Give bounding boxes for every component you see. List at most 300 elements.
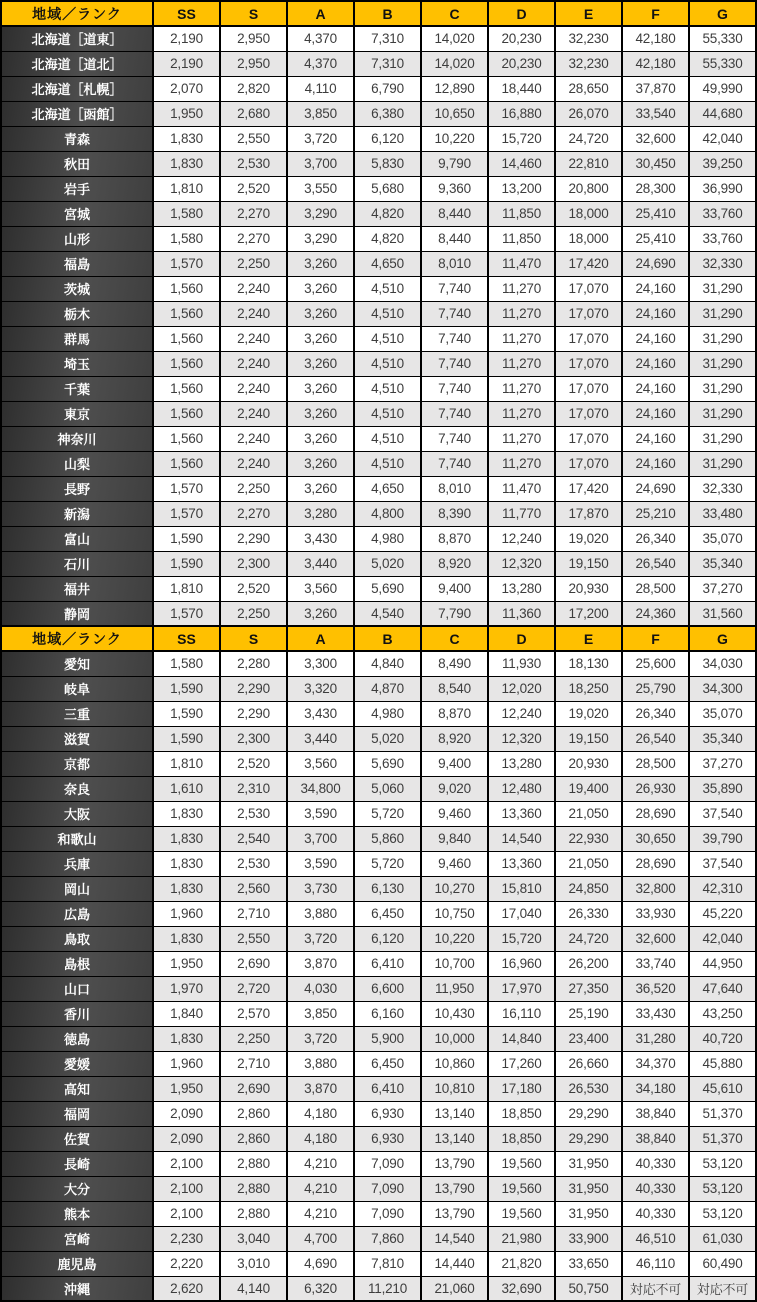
value-cell: 10,860	[421, 1051, 488, 1076]
region-cell: 石川	[1, 551, 153, 576]
value-cell: 8,920	[421, 726, 488, 751]
value-cell: 44,680	[689, 101, 756, 126]
value-cell: 53,120	[689, 1201, 756, 1226]
value-cell: 33,480	[689, 501, 756, 526]
table-row	[1, 101, 756, 126]
value-cell: 7,740	[421, 301, 488, 326]
value-cell: 17,260	[488, 1051, 555, 1076]
table-row	[1, 501, 756, 526]
table-row	[1, 1251, 756, 1276]
value-cell: 19,560	[488, 1201, 555, 1226]
value-cell: 1,950	[153, 1076, 220, 1101]
value-cell: 37,270	[689, 751, 756, 776]
value-cell: 4,540	[354, 601, 421, 626]
value-cell: 14,020	[421, 26, 488, 51]
value-cell: 22,930	[555, 826, 622, 851]
table-row	[1, 726, 756, 751]
value-cell: 2,520	[220, 751, 287, 776]
value-cell: 33,930	[622, 901, 689, 926]
value-cell: 5,900	[354, 1026, 421, 1051]
region-cell: 徳島	[1, 1026, 153, 1051]
region-cell: 奈良	[1, 776, 153, 801]
value-cell: 19,400	[555, 776, 622, 801]
value-cell: 34,800	[287, 776, 354, 801]
region-cell: 富山	[1, 526, 153, 551]
value-cell: 24,690	[622, 476, 689, 501]
value-cell: 11,270	[488, 376, 555, 401]
value-cell: 24,160	[622, 276, 689, 301]
value-cell: 16,880	[488, 101, 555, 126]
value-cell: 5,020	[354, 726, 421, 751]
value-cell: 17,070	[555, 426, 622, 451]
value-cell: 7,740	[421, 451, 488, 476]
table-row	[1, 1226, 756, 1251]
value-cell: 17,070	[555, 276, 622, 301]
value-cell: 5,060	[354, 776, 421, 801]
value-cell: 2,100	[153, 1151, 220, 1176]
value-cell: 3,850	[287, 1001, 354, 1026]
value-cell: 31,290	[689, 376, 756, 401]
value-cell: 13,360	[488, 851, 555, 876]
value-cell: 6,930	[354, 1101, 421, 1126]
value-cell: 6,320	[287, 1276, 354, 1301]
rank-header-D: D	[488, 1, 555, 26]
table-row	[1, 851, 756, 876]
region-cell: 島根	[1, 951, 153, 976]
value-cell: 8,870	[421, 526, 488, 551]
value-cell: 2,270	[220, 501, 287, 526]
value-cell: 3,590	[287, 851, 354, 876]
value-cell: 2,710	[220, 1051, 287, 1076]
value-cell: 2,690	[220, 951, 287, 976]
value-cell: 33,650	[555, 1251, 622, 1276]
value-cell: 2,250	[220, 251, 287, 276]
value-cell: 8,010	[421, 476, 488, 501]
region-cell: 山梨	[1, 451, 153, 476]
value-cell: 4,510	[354, 451, 421, 476]
value-cell: 32,800	[622, 876, 689, 901]
value-cell: 25,190	[555, 1001, 622, 1026]
value-cell: 13,790	[421, 1201, 488, 1226]
value-cell: 5,860	[354, 826, 421, 851]
value-cell: 3,550	[287, 176, 354, 201]
value-cell: 43,250	[689, 1001, 756, 1026]
rank-header-E: E	[555, 626, 622, 651]
region-cell: 愛媛	[1, 1051, 153, 1076]
value-cell: 2,720	[220, 976, 287, 1001]
value-cell: 38,840	[622, 1101, 689, 1126]
value-cell: 26,930	[622, 776, 689, 801]
value-cell: 10,430	[421, 1001, 488, 1026]
table-row	[1, 1201, 756, 1226]
value-cell: 11,850	[488, 226, 555, 251]
value-cell: 10,650	[421, 101, 488, 126]
region-cell: 茨城	[1, 276, 153, 301]
value-cell: 3,880	[287, 1051, 354, 1076]
table-row	[1, 776, 756, 801]
value-cell: 2,950	[220, 51, 287, 76]
rank-header-C: C	[421, 1, 488, 26]
value-cell: 11,470	[488, 476, 555, 501]
value-cell: 26,340	[622, 701, 689, 726]
value-cell: 1,560	[153, 301, 220, 326]
value-cell: 29,290	[555, 1101, 622, 1126]
value-cell: 3,720	[287, 926, 354, 951]
value-cell: 3,260	[287, 376, 354, 401]
value-cell: 6,450	[354, 1051, 421, 1076]
value-cell: 42,180	[622, 51, 689, 76]
value-cell: 1,810	[153, 576, 220, 601]
region-cell: 鹿児島	[1, 1251, 153, 1276]
value-cell: 55,330	[689, 26, 756, 51]
region-cell: 北海道［函館］	[1, 101, 153, 126]
value-cell: 1,830	[153, 851, 220, 876]
region-cell: 長崎	[1, 1151, 153, 1176]
value-cell: 3,880	[287, 901, 354, 926]
value-cell: 11,270	[488, 401, 555, 426]
region-cell: 岩手	[1, 176, 153, 201]
value-cell: 45,220	[689, 901, 756, 926]
value-cell: 17,070	[555, 401, 622, 426]
value-cell: 28,500	[622, 576, 689, 601]
value-cell: 7,810	[354, 1251, 421, 1276]
value-cell: 37,870	[622, 76, 689, 101]
rank-header-A: A	[287, 626, 354, 651]
value-cell: 3,320	[287, 676, 354, 701]
value-cell: 44,950	[689, 951, 756, 976]
table-row	[1, 476, 756, 501]
value-cell: 33,900	[555, 1226, 622, 1251]
value-cell: 5,830	[354, 151, 421, 176]
region-cell: 和歌山	[1, 826, 153, 851]
region-cell: 北海道［道北］	[1, 51, 153, 76]
value-cell: 11,850	[488, 201, 555, 226]
value-cell: 13,360	[488, 801, 555, 826]
table-row	[1, 901, 756, 926]
value-cell: 35,070	[689, 701, 756, 726]
region-cell: 新潟	[1, 501, 153, 526]
table-row	[1, 1051, 756, 1076]
value-cell: 11,270	[488, 276, 555, 301]
region-cell: 熊本	[1, 1201, 153, 1226]
region-cell: 高知	[1, 1076, 153, 1101]
rank-header-SS: SS	[153, 626, 220, 651]
value-cell: 8,540	[421, 676, 488, 701]
region-cell: 群馬	[1, 326, 153, 351]
table-row	[1, 551, 756, 576]
value-cell: 18,850	[488, 1101, 555, 1126]
value-cell: 13,140	[421, 1126, 488, 1151]
value-cell: 34,300	[689, 676, 756, 701]
rank-header-C: C	[421, 626, 488, 651]
value-cell: 11,210	[354, 1276, 421, 1301]
value-cell: 17,870	[555, 501, 622, 526]
value-cell: 11,360	[488, 601, 555, 626]
value-cell: 2,240	[220, 451, 287, 476]
table-row	[1, 376, 756, 401]
value-cell: 14,460	[488, 151, 555, 176]
value-cell: 60,490	[689, 1251, 756, 1276]
value-cell: 2,270	[220, 226, 287, 251]
value-cell: 2,090	[153, 1101, 220, 1126]
region-cell: 大分	[1, 1176, 153, 1201]
value-cell: 14,540	[488, 826, 555, 851]
region-cell: 宮崎	[1, 1226, 153, 1251]
value-cell: 1,830	[153, 926, 220, 951]
table-row	[1, 976, 756, 1001]
value-cell: 2,250	[220, 601, 287, 626]
value-cell: 7,740	[421, 276, 488, 301]
value-cell: 32,690	[488, 1276, 555, 1301]
value-cell: 2,530	[220, 801, 287, 826]
value-cell: 3,290	[287, 201, 354, 226]
table-row	[1, 176, 756, 201]
value-cell: 1,570	[153, 251, 220, 276]
value-cell: 2,290	[220, 526, 287, 551]
value-cell: 26,200	[555, 951, 622, 976]
value-cell: 6,130	[354, 876, 421, 901]
value-cell: 4,800	[354, 501, 421, 526]
value-cell: 12,890	[421, 76, 488, 101]
value-cell: 2,240	[220, 301, 287, 326]
value-cell: 28,500	[622, 751, 689, 776]
value-cell: 28,690	[622, 851, 689, 876]
table-row	[1, 1176, 756, 1201]
value-cell: 2,090	[153, 1126, 220, 1151]
value-cell: 1,830	[153, 801, 220, 826]
value-cell: 31,950	[555, 1176, 622, 1201]
value-cell: 9,840	[421, 826, 488, 851]
rank-header-F: F	[622, 1, 689, 26]
value-cell: 2,620	[153, 1276, 220, 1301]
value-cell: 8,870	[421, 701, 488, 726]
value-cell: 32,330	[689, 476, 756, 501]
value-cell: 20,800	[555, 176, 622, 201]
value-cell: 1,950	[153, 101, 220, 126]
value-cell: 13,140	[421, 1101, 488, 1126]
value-cell: 31,290	[689, 301, 756, 326]
value-cell: 1,560	[153, 401, 220, 426]
region-cell: 宮城	[1, 201, 153, 226]
value-cell: 7,310	[354, 51, 421, 76]
value-cell: 3,260	[287, 276, 354, 301]
value-cell: 1,590	[153, 701, 220, 726]
value-cell: 3,300	[287, 651, 354, 676]
value-cell: 1,840	[153, 1001, 220, 1026]
value-cell: 15,720	[488, 126, 555, 151]
value-cell: 32,230	[555, 51, 622, 76]
value-cell: 24,160	[622, 426, 689, 451]
value-cell: 35,340	[689, 551, 756, 576]
value-cell: 18,850	[488, 1126, 555, 1151]
region-cell: 山形	[1, 226, 153, 251]
value-cell: 11,930	[488, 651, 555, 676]
value-cell: 33,740	[622, 951, 689, 976]
table-row	[1, 76, 756, 101]
value-cell: 7,740	[421, 401, 488, 426]
region-cell: 滋賀	[1, 726, 153, 751]
value-cell: 61,030	[689, 1226, 756, 1251]
value-cell: 2,240	[220, 276, 287, 301]
value-cell: 2,220	[153, 1251, 220, 1276]
value-cell: 4,650	[354, 476, 421, 501]
value-cell: 1,950	[153, 951, 220, 976]
value-cell: 28,690	[622, 801, 689, 826]
region-cell: 福井	[1, 576, 153, 601]
value-cell: 1,560	[153, 426, 220, 451]
value-cell: 35,340	[689, 726, 756, 751]
value-cell: 31,950	[555, 1201, 622, 1226]
value-cell: 2,240	[220, 376, 287, 401]
table-row	[1, 451, 756, 476]
value-cell: 4,210	[287, 1151, 354, 1176]
value-cell: 4,210	[287, 1176, 354, 1201]
value-cell: 1,590	[153, 676, 220, 701]
value-cell: 49,990	[689, 76, 756, 101]
value-cell: 4,690	[287, 1251, 354, 1276]
value-cell: 42,040	[689, 126, 756, 151]
value-cell: 7,790	[421, 601, 488, 626]
value-cell: 4,180	[287, 1101, 354, 1126]
value-cell: 3,260	[287, 451, 354, 476]
value-cell: 7,090	[354, 1201, 421, 1226]
rank-header-F: F	[622, 626, 689, 651]
value-cell: 2,520	[220, 176, 287, 201]
value-cell: 24,720	[555, 126, 622, 151]
value-cell: 10,750	[421, 901, 488, 926]
value-cell: 34,180	[622, 1076, 689, 1101]
value-cell: 11,270	[488, 351, 555, 376]
value-cell: 8,920	[421, 551, 488, 576]
table-row	[1, 426, 756, 451]
value-cell: 2,240	[220, 401, 287, 426]
value-cell: 2,820	[220, 76, 287, 101]
value-cell: 4,510	[354, 326, 421, 351]
value-cell: 24,690	[622, 251, 689, 276]
value-cell: 35,890	[689, 776, 756, 801]
table-row	[1, 601, 756, 626]
table-row	[1, 401, 756, 426]
value-cell: 2,270	[220, 201, 287, 226]
value-cell: 33,540	[622, 101, 689, 126]
table-row	[1, 1001, 756, 1026]
value-cell: 7,740	[421, 351, 488, 376]
value-cell: 7,090	[354, 1176, 421, 1201]
value-cell: 1,610	[153, 776, 220, 801]
value-cell: 31,280	[622, 1026, 689, 1051]
value-cell: 47,640	[689, 976, 756, 1001]
table-row	[1, 576, 756, 601]
value-cell: 18,130	[555, 651, 622, 676]
value-cell: 31,290	[689, 351, 756, 376]
value-cell: 4,370	[287, 51, 354, 76]
value-cell: 19,150	[555, 726, 622, 751]
value-cell: 4,510	[354, 351, 421, 376]
value-cell: 21,980	[488, 1226, 555, 1251]
value-cell: 4,980	[354, 526, 421, 551]
table-row	[1, 1126, 756, 1151]
value-cell: 2,540	[220, 826, 287, 851]
value-cell: 3,560	[287, 751, 354, 776]
value-cell: 11,270	[488, 426, 555, 451]
value-cell: 2,240	[220, 326, 287, 351]
value-cell: 2,860	[220, 1101, 287, 1126]
value-cell: 34,030	[689, 651, 756, 676]
value-cell: 17,070	[555, 376, 622, 401]
rank-header-B: B	[354, 626, 421, 651]
value-cell: 2,880	[220, 1176, 287, 1201]
header-row	[1, 1, 756, 26]
value-cell: 2,240	[220, 351, 287, 376]
table-row	[1, 301, 756, 326]
value-cell: 36,520	[622, 976, 689, 1001]
value-cell: 17,070	[555, 301, 622, 326]
table-row	[1, 326, 756, 351]
value-cell: 12,240	[488, 701, 555, 726]
value-cell: 3,850	[287, 101, 354, 126]
value-cell: 1,560	[153, 451, 220, 476]
region-cell: 秋田	[1, 151, 153, 176]
value-cell: 7,090	[354, 1151, 421, 1176]
value-cell: 6,160	[354, 1001, 421, 1026]
value-cell: 1,810	[153, 751, 220, 776]
value-cell: 11,470	[488, 251, 555, 276]
value-cell: 12,020	[488, 676, 555, 701]
value-cell: 3,260	[287, 301, 354, 326]
value-cell: 51,370	[689, 1101, 756, 1126]
value-cell: 45,880	[689, 1051, 756, 1076]
value-cell: 10,000	[421, 1026, 488, 1051]
value-cell: 11,770	[488, 501, 555, 526]
table-row	[1, 926, 756, 951]
value-cell: 3,260	[287, 401, 354, 426]
value-cell: 2,950	[220, 26, 287, 51]
table-row	[1, 876, 756, 901]
value-cell: 30,650	[622, 826, 689, 851]
value-cell: 3,260	[287, 476, 354, 501]
value-cell: 2,710	[220, 901, 287, 926]
value-cell: 3,720	[287, 1026, 354, 1051]
corner-header: 地域／ランク	[1, 626, 153, 651]
value-cell: 3,440	[287, 551, 354, 576]
value-cell: 18,440	[488, 76, 555, 101]
value-cell: 24,160	[622, 326, 689, 351]
value-cell: 25,410	[622, 226, 689, 251]
value-cell: 6,600	[354, 976, 421, 1001]
value-cell: 1,830	[153, 126, 220, 151]
region-cell: 千葉	[1, 376, 153, 401]
region-cell: 神奈川	[1, 426, 153, 451]
value-cell: 20,230	[488, 51, 555, 76]
value-cell: 25,790	[622, 676, 689, 701]
value-cell: 1,960	[153, 1051, 220, 1076]
value-cell: 3,700	[287, 151, 354, 176]
value-cell: 2,100	[153, 1176, 220, 1201]
region-cell: 山口	[1, 976, 153, 1001]
region-cell: 兵庫	[1, 851, 153, 876]
value-cell: 1,560	[153, 276, 220, 301]
table-row	[1, 276, 756, 301]
region-cell: 埼玉	[1, 351, 153, 376]
value-cell: 32,600	[622, 126, 689, 151]
table-row	[1, 351, 756, 376]
table-row	[1, 826, 756, 851]
region-cell: 東京	[1, 401, 153, 426]
value-cell: 12,320	[488, 726, 555, 751]
value-cell: 2,250	[220, 476, 287, 501]
value-cell: 12,320	[488, 551, 555, 576]
value-cell: 4,510	[354, 426, 421, 451]
